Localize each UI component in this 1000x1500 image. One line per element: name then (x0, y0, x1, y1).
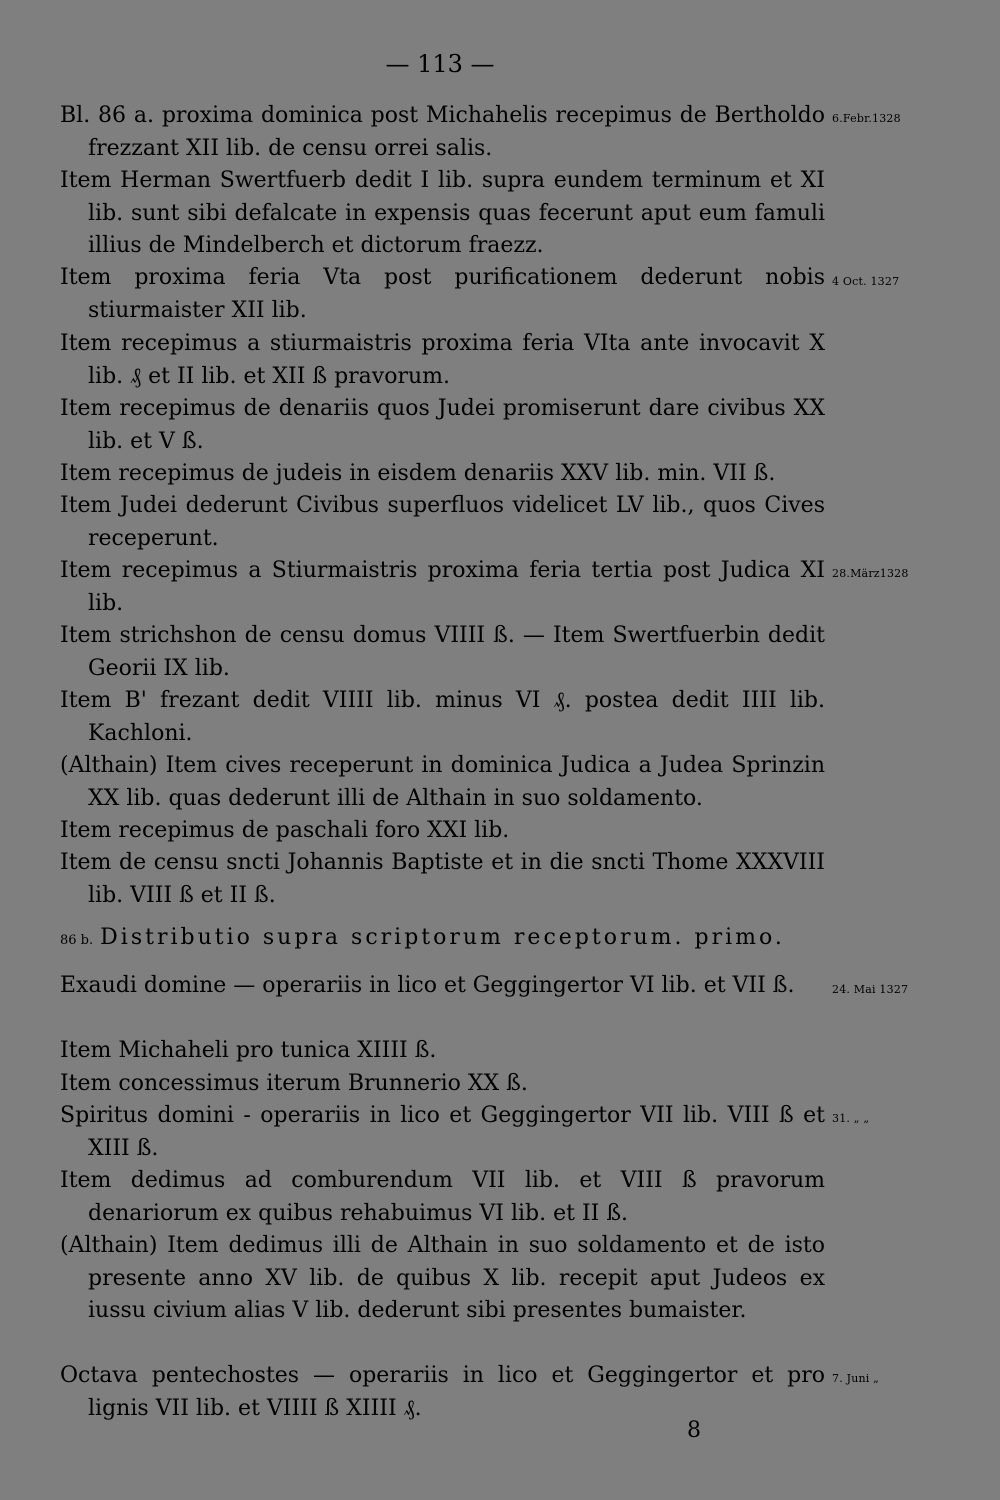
entry-16: Item concessimus iterum Brunnerio XX ß. (60, 1071, 528, 1096)
entry-1: Bl. 86 a. proxima dominica post Michahelis recepimus de Bertholdo frezzant XII lib. de censu orrei salis. (60, 103, 825, 161)
entry-19: (Althain) Item dedimus illi de Althain in suo soldamento et de isto presente anno XV lib. de quibus X lib. recepit aput Judeos ex iussu civium alias V lib. dederunt sibi presentes bumaister. (60, 1233, 825, 1323)
entry-6: Item recepimus de judeis in eisdem denariis XXV lib. min. VII ß. (60, 461, 776, 486)
folio-mark: 86 b. (60, 933, 94, 948)
section-title: Distributio supra scriptorum receptorum. primo. (100, 925, 785, 950)
entry-11: (Althain) Item cives receperunt in dominica Judica a Judea Sprinzin XX lib. quas dederunt illi de Althain in suo soldamento. (60, 753, 825, 811)
entry-7: Item Judei dederunt Civibus superfluos videlicet LV lib., quos Cives receperunt. (60, 493, 825, 551)
entry-2: Item Herman Swertfuerb dedit I lib. supra eundem terminum et XI lib. sunt sibi defalcate in expensis quas fecerunt aput eum famuli illius de Mindelberch et dictorum fraezz. (60, 168, 825, 258)
entry-12: Item recepimus de paschali foro XXI lib. (60, 818, 510, 843)
entry-9: Item strichshon de censu domus VIIII ß. — Item Swertfuerbin dedit Georii IX lib. (60, 623, 825, 681)
entry-17: Spiritus domini - operariis in lico et Geggingertor VII lib. VIII ß et XIII ß. (60, 1103, 825, 1161)
entry-13: Item de censu sncti Johannis Baptiste et in die sncti Thome XXXVIII lib. VIII ß et II ß. (60, 850, 825, 908)
entry-18: Item dedimus ad comburendum VII lib. et VIII ß pravorum denariorum ex quibus rehabuimus VI lib. et II ß. (60, 1168, 825, 1226)
entry-14: Exaudi domine — operariis in lico et Geggingertor VI lib. et VII ß. (60, 973, 795, 998)
margin-date-8: 28.März1328 (832, 567, 909, 580)
entry-5: Item recepimus de denariis quos Judei promiserunt dare civibus XX lib. et V ß. (60, 396, 825, 454)
margin-date-3: 4 Oct. 1327 (832, 275, 900, 288)
margin-date-14: 24. Mai 1327 (832, 983, 909, 996)
section-heading (60, 925, 785, 950)
entry-20: Octava pentechostes — operariis in lico et Geggingertor et pro lignis VII lib. et VIIII ß XIIII ₰. (60, 1363, 825, 1421)
margin-date-17: 31. „ „ (832, 1112, 870, 1125)
margin-date-20: 7. Juni „ (832, 1372, 880, 1385)
entry-15: Item Michaheli pro tunica XIIII ß. (60, 1038, 437, 1063)
entry-3: Item proxima feria Vta post purificationem dederunt nobis stiurmaister XII lib. (60, 265, 825, 323)
entry-8: Item recepimus a Stiurmaistris proxima feria tertia post Judica XI lib. (60, 558, 825, 616)
entry-4: Item recepimus a stiurmaistris proxima feria VIta ante invocavit X lib. ₰ et II lib. et XII ß pravorum. (60, 331, 825, 389)
entry-10: Item B' frezant dedit VIIII lib. minus VI ₰. postea dedit IIII lib. Kachloni. (60, 688, 825, 746)
signature-mark: 8 (687, 1418, 701, 1443)
margin-date-1: 6.Febr.1328 (832, 112, 901, 125)
page-number: — 113 — (385, 50, 495, 78)
